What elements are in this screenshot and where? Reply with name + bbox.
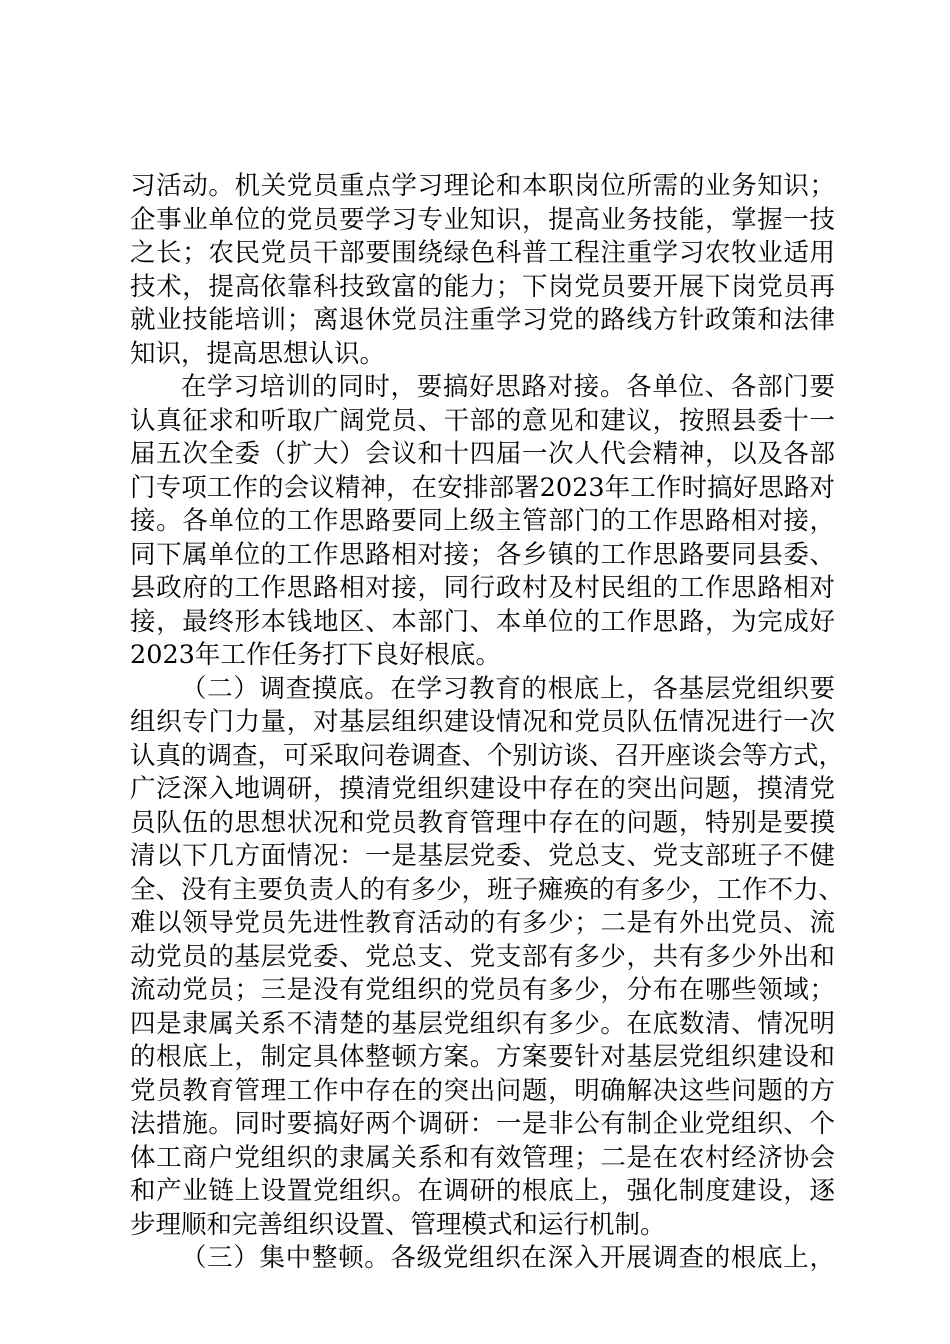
document-body [130,170,845,1276]
text-line: 企事业单位的党员要学习专业知识，提高业务技能，掌握一技 [130,204,835,235]
text-line: 四是隶属关系不清楚的基层党组织有多少。在底数清、情况明 [130,1008,835,1039]
text-line: 接，最终形本钱地区、本部门、本单位的工作思路，为完成好 [130,606,835,637]
text-line: 认真征求和听取广阔党员、干部的意见和建议，按照县委十一 [130,405,835,436]
text-line: 体工商户党组织的隶属关系和有效管理；二是在农村经济协会 [130,1142,835,1173]
text-line: 门专项工作的会议精神，在安排部署2023年工作时搞好思路对 [130,472,835,503]
paragraph-start-line: 在学习培训的同时，要搞好思路对接。各单位、各部门要 [181,372,835,402]
paragraph-start-line: （二）调查摸底。在学习教育的根底上，各基层党组织要 [181,673,835,704]
text-line: 难以领导党员先进性教育活动的有多少；二是有外出党员、流 [130,908,835,938]
text-line: 的根底上，制定具体整顿方案。方案要针对基层党组织建设和 [130,1042,835,1072]
text-line: 届五次全委（扩大）会议和十四届一次人代会精神，以及各部 [130,439,835,469]
text-line: 法措施。同时要搞好两个调研：一是非公有制企业党组织、个 [130,1109,835,1139]
text-line: 党员教育管理工作中存在的突出问题，明确解决这些问题的方 [130,1075,835,1106]
text-line: 流动党员；三是没有党组织的党员有多少，分布在哪些领域； [130,975,835,1005]
text-line: 习活动。机关党员重点学习理论和本职岗位所需的业务知识； [130,171,835,201]
text-line: 同下属单位的工作思路相对接；各乡镇的工作思路要同县委、 [130,539,835,570]
text-line: 就业技能培训；离退休党员注重学习党的路线方针政策和法律 [130,305,835,335]
text-line: 组织专门力量，对基层组织建设情况和党员队伍情况进行一次 [130,707,835,737]
text-line: 2023年工作任务打下良好根底。 [130,640,501,670]
text-line: 步理顺和完善组织设置、管理模式和运行机制。 [130,1209,666,1240]
text-line: 和产业链上设置党组织。在调研的根底上，强化制度建设，逐 [130,1176,835,1206]
text-line: 县政府的工作思路相对接，同行政村及村民组的工作思路相对 [130,573,835,603]
text-line: 认真的调查，可采取问卷调查、个别访谈、召开座谈会等方式， [130,740,845,771]
text-line: 清以下几方面情况：一是基层党委、党总支、党支部班子不健 [130,841,835,871]
text-line: 之长；农民党员干部要围绕绿色科普工程注重学习农牧业适用 [130,238,835,268]
text-line: 接。各单位的工作思路要同上级主管部门的工作思路相对接， [130,506,835,536]
text-line: 知识，提高思想认识。 [130,338,386,369]
text-line: 员队伍的思想状况和党员教育管理中存在的问题，特别是要摸 [130,807,835,838]
text-line: 动党员的基层党委、党总支、党支部有多少，共有多少外出和 [130,941,835,972]
text-line: 全、没有主要负责人的有多少，班子瘫痪的有多少，工作不力、 [130,874,845,905]
text-line: 技术，提高依靠科技致富的能力；下岗党员要开展下岗党员再 [130,271,835,302]
text-line: 广泛深入地调研，摸清党组织建设中存在的突出问题，摸清党 [130,774,835,804]
paragraph-start-line: （三）集中整顿。各级党组织在深入开展调查的根底上， [181,1243,835,1273]
